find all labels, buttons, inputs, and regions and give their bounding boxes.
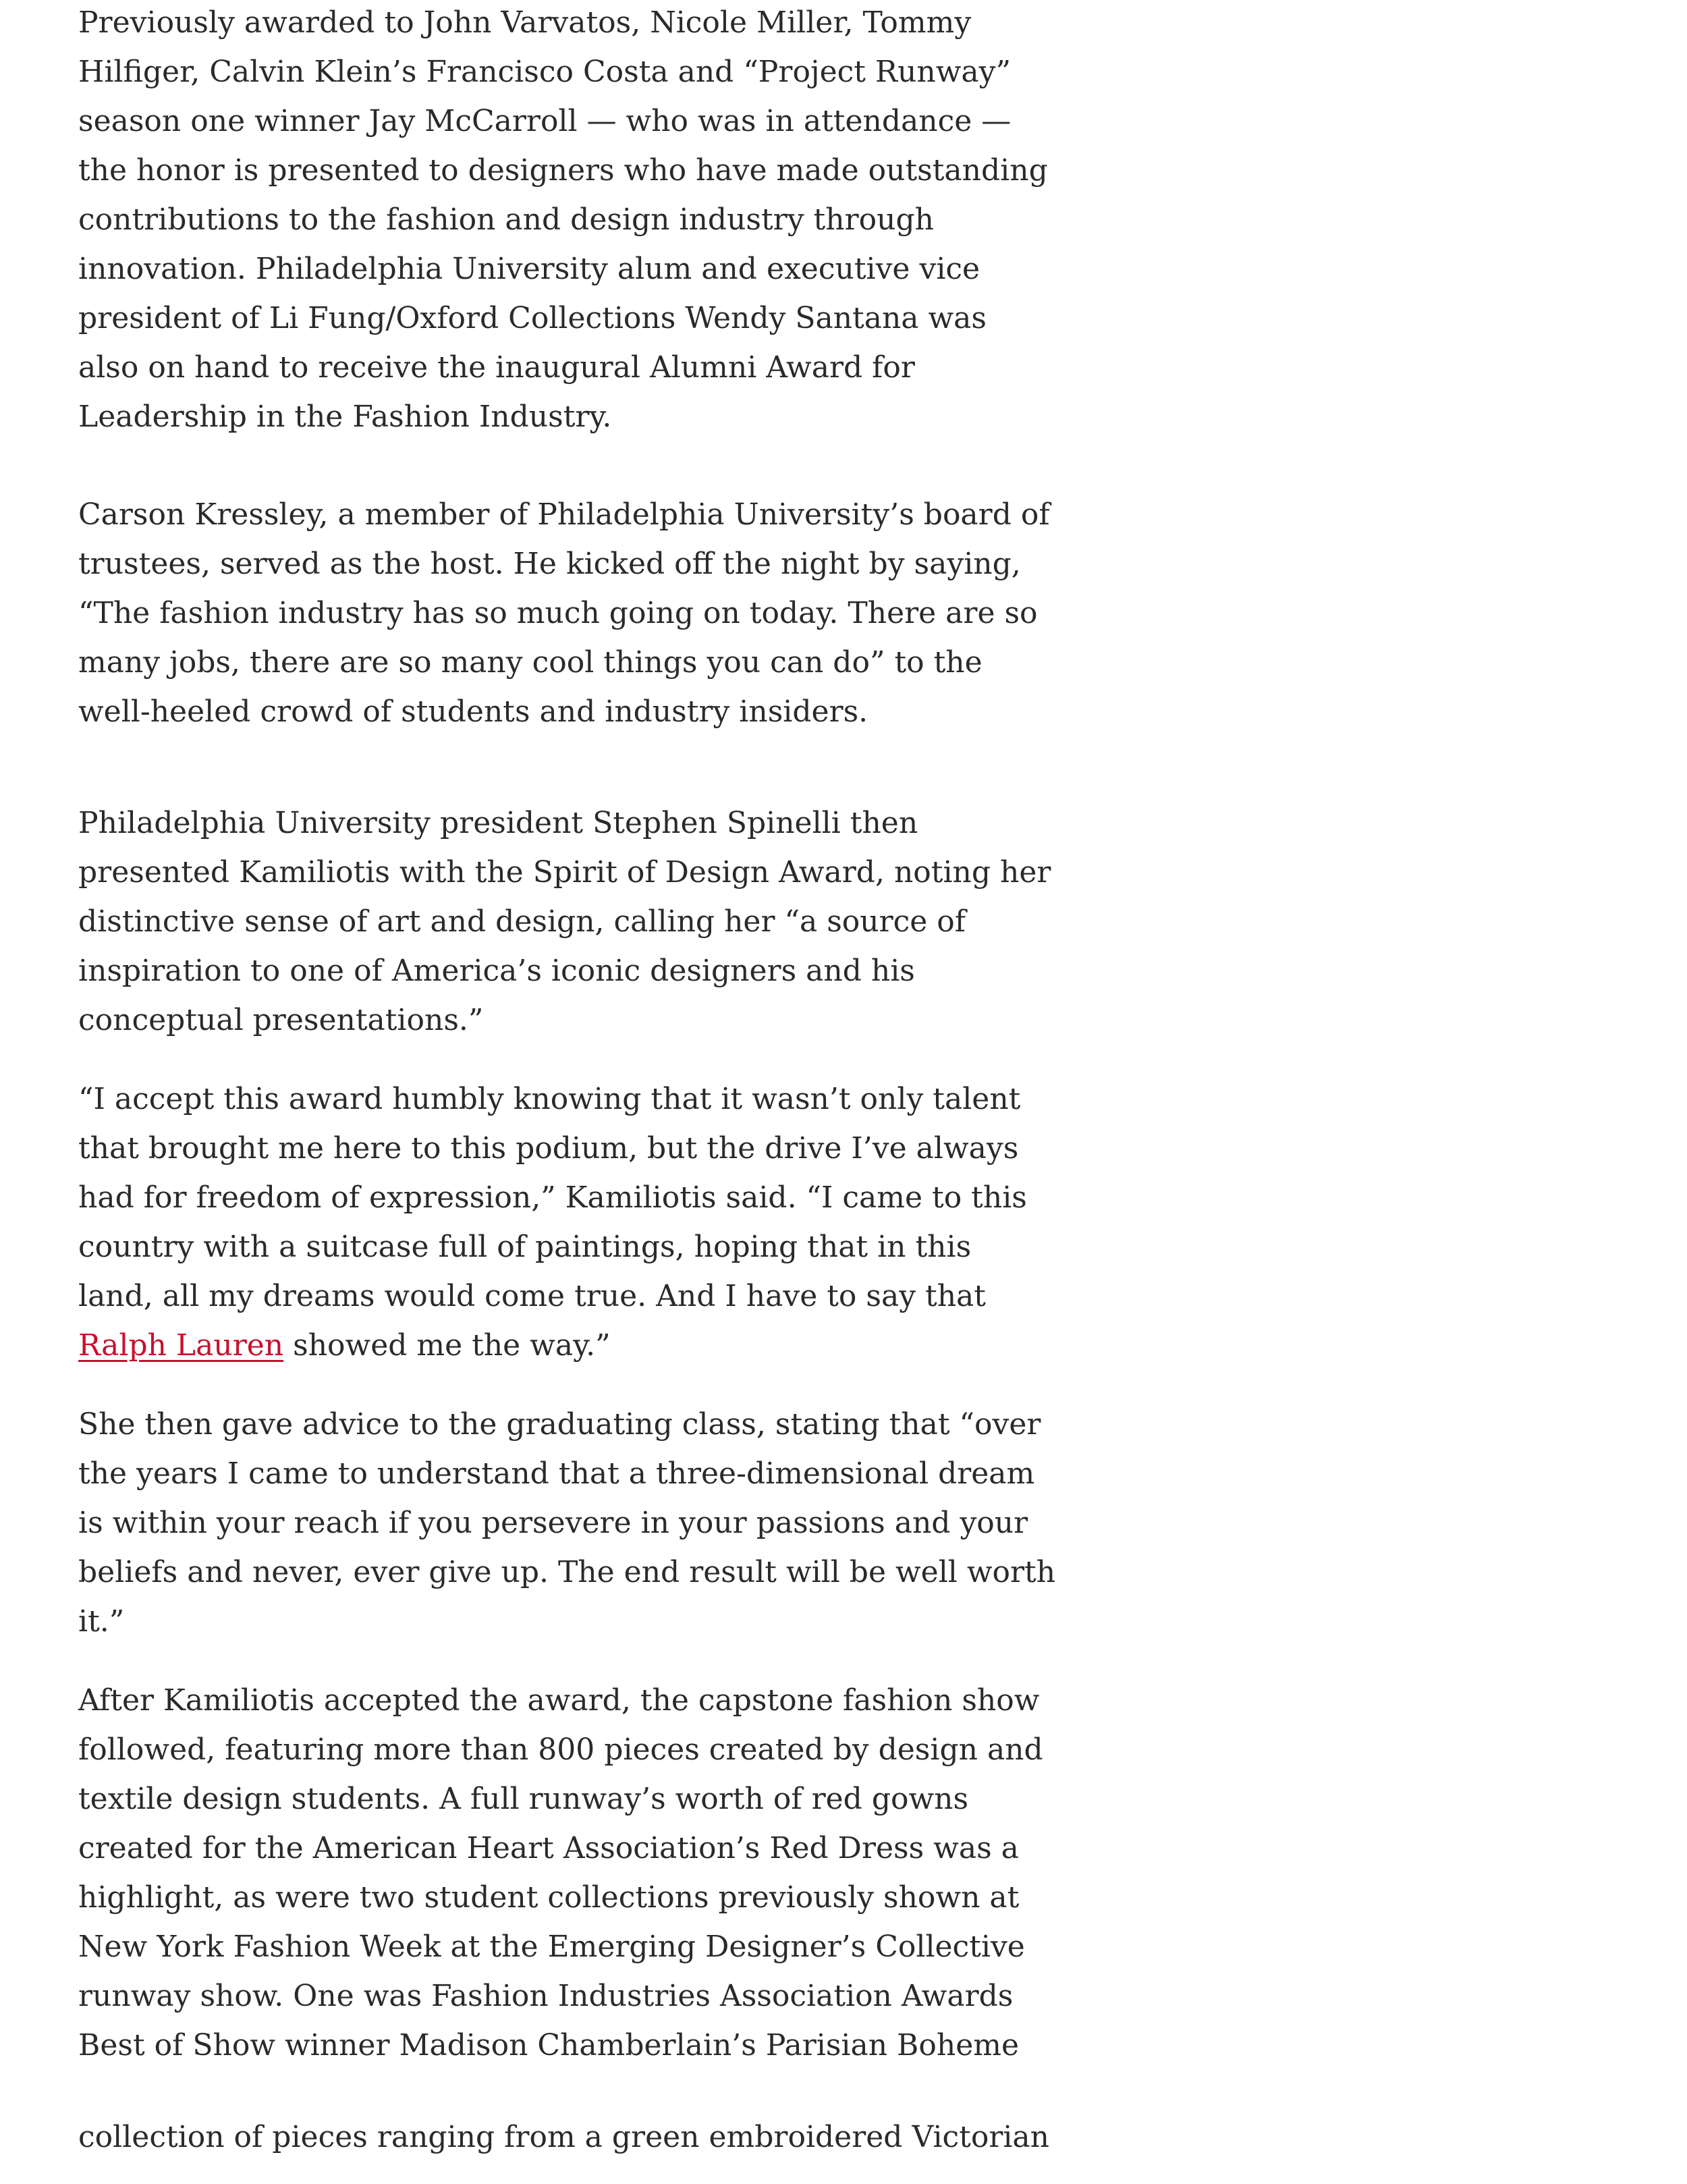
paragraph-line-with-link bbox=[78, 1321, 1027, 1370]
article-paragraph-4 bbox=[78, 1074, 1027, 1370]
article-paragraph-5 bbox=[78, 1400, 1055, 1646]
paragraph-line: season one winner Jay McCarroll — who was in attendance — bbox=[78, 104, 1012, 138]
paragraph-line: textile design students. A full runway’s worth of red gowns bbox=[78, 1782, 969, 1816]
paragraph-line: beliefs and never, ever give up. The end result will be well worth bbox=[78, 1555, 1056, 1589]
paragraph-line: She then gave advice to the graduating class, stating that “over bbox=[78, 1407, 1041, 1442]
paragraph-line: contributions to the fashion and design industry through bbox=[78, 202, 934, 237]
paragraph-line: After Kamiliotis accepted the award, the capstone fashion show bbox=[78, 1683, 1040, 1718]
paragraph-line: Carson Kressley, a member of Philadelphia University’s board of bbox=[78, 497, 1050, 532]
paragraph-line: also on hand to receive the inaugural Alumni Award for bbox=[78, 350, 915, 385]
paragraph-line: highlight, as were two student collections previously shown at bbox=[78, 1880, 1020, 1915]
article-paragraph-7 bbox=[78, 2112, 1049, 2162]
paragraph-line: land, all my dreams would come true. And I have to say that bbox=[78, 1279, 986, 1313]
paragraph-line: the honor is presented to designers who have made outstanding bbox=[78, 153, 1048, 188]
paragraph-line: Leadership in the Fashion Industry. bbox=[78, 400, 612, 434]
article-paragraph-2 bbox=[78, 490, 1050, 736]
paragraph-line: it.” bbox=[78, 1604, 125, 1639]
paragraph-line: inspiration to one of America’s iconic designers and his bbox=[78, 954, 915, 988]
paragraph-line: Philadelphia University president Stephen Spinelli then bbox=[78, 806, 918, 840]
paragraph-line: “The fashion industry has so much going on today. There are so bbox=[78, 596, 1038, 630]
paragraph-line: collection of pieces ranging from a green embroidered Victorian bbox=[78, 2120, 1050, 2154]
article-paragraph-6 bbox=[78, 1676, 1043, 2070]
paragraph-line: trustees, served as the host. He kicked off the night by saying, bbox=[78, 547, 1021, 581]
paragraph-line: conceptual presentations.” bbox=[78, 1003, 484, 1037]
paragraph-line: Previously awarded to John Varvatos, Nicole Miller, Tommy bbox=[78, 5, 972, 40]
paragraph-line: presented Kamiliotis with the Spirit of Design Award, noting her bbox=[78, 855, 1051, 890]
article-paragraph-1 bbox=[78, 0, 1048, 441]
paragraph-line: country with a suitcase full of paintings, hoping that in this bbox=[78, 1230, 972, 1264]
paragraph-line: innovation. Philadelphia University alum and executive vice bbox=[78, 252, 980, 286]
paragraph-line: well-heeled crowd of students and industry insiders. bbox=[78, 694, 868, 729]
paragraph-line: the years I came to understand that a three-dimensional dream bbox=[78, 1456, 1035, 1491]
paragraph-line: followed, featuring more than 800 pieces created by design and bbox=[78, 1732, 1043, 1767]
paragraph-line: is within your reach if you persevere in your passions and your bbox=[78, 1506, 1028, 1540]
paragraph-line: created for the American Heart Association’s Red Dress was a bbox=[78, 1831, 1019, 1865]
paragraph-line: Hilfiger, Calvin Klein’s Francisco Costa and “Project Runway” bbox=[78, 55, 1011, 89]
paragraph-line: runway show. One was Fashion Industries Association Awards bbox=[78, 1979, 1014, 2013]
paragraph-line: that brought me here to this podium, but the drive I’ve always bbox=[78, 1131, 1019, 1166]
paragraph-line: many jobs, there are so many cool things you can do” to the bbox=[78, 645, 983, 680]
paragraph-line-rest: showed me the way.” bbox=[283, 1328, 611, 1363]
paragraph-line: president of Li Fung/Oxford Collections Wendy Santana was bbox=[78, 301, 987, 335]
paragraph-line: Best of Show winner Madison Chamberlain’s Parisian Boheme bbox=[78, 2028, 1019, 2063]
ralph-lauren-link[interactable]: Ralph Lauren bbox=[78, 1328, 284, 1363]
paragraph-line: “I accept this award humbly knowing that it wasn’t only talent bbox=[78, 1082, 1021, 1116]
paragraph-line: had for freedom of expression,” Kamiliotis said. “I came to this bbox=[78, 1180, 1027, 1215]
paragraph-line: New York Fashion Week at the Emerging Designer’s Collective bbox=[78, 1930, 1025, 1964]
paragraph-line: distinctive sense of art and design, calling her “a source of bbox=[78, 904, 966, 939]
article-paragraph-3 bbox=[78, 798, 1051, 1045]
